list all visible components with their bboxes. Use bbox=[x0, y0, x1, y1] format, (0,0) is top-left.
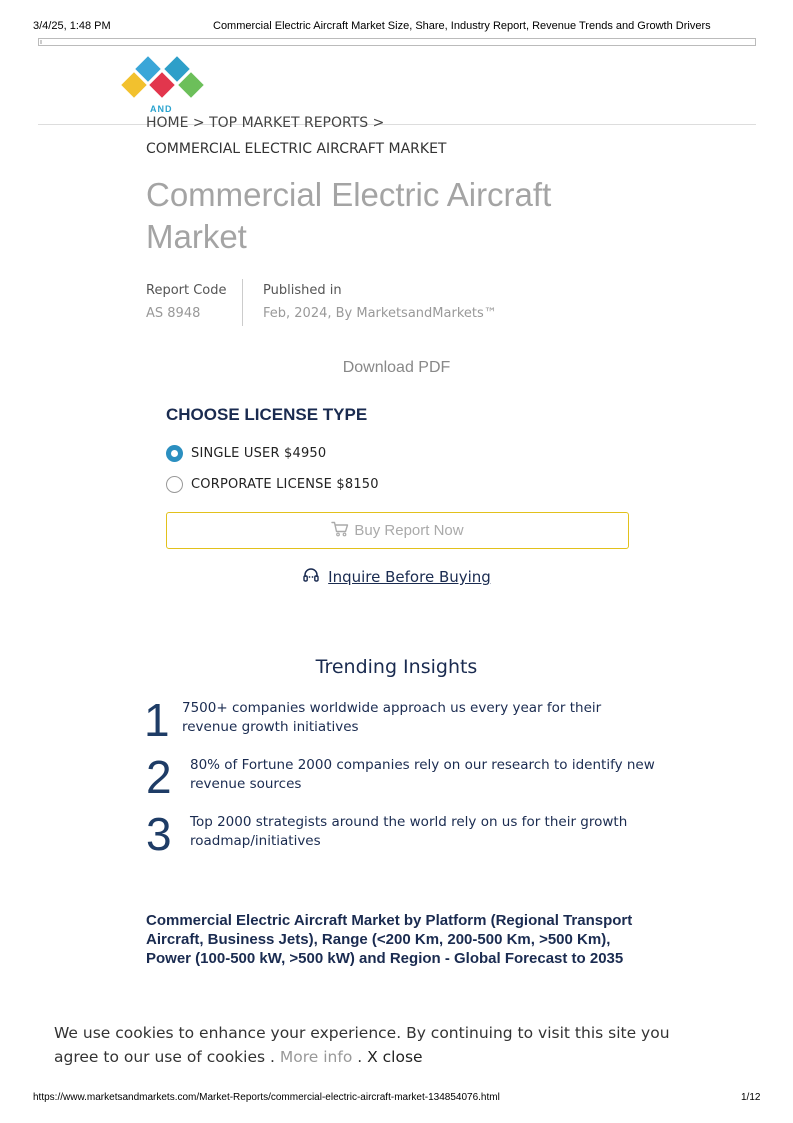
report-code-value: AS 8948 bbox=[146, 306, 201, 321]
insight-text: Top 2000 strategists around the world rely on us for their growth roadmap/initiatives bbox=[190, 814, 628, 849]
report-heading: Commercial Electric Aircraft Market by Platform (Regional Transport Aircraft, Business Jets), Range (<200 Km, 200-500 Km, >500 Km), Power (100-500 kW, >500 kW) and Region - Global Forecast to 2035 bbox=[146, 912, 633, 967]
print-header bbox=[0, 20, 793, 34]
license-option-label: CORPORATE LICENSE $8150 bbox=[191, 476, 379, 492]
cart-icon bbox=[331, 521, 349, 541]
trending-insights-title: Trending Insights bbox=[315, 656, 478, 678]
insight-text: 7500+ companies worldwide approach us every year for their revenue growth initiatives bbox=[182, 700, 602, 735]
cookie-close-button[interactable]: X close bbox=[367, 1048, 423, 1066]
insight-number: 1 bbox=[144, 694, 170, 746]
published-value: Feb, 2024, By MarketsandMarkets™ bbox=[263, 306, 497, 321]
radio-single-user[interactable] bbox=[166, 445, 183, 462]
top-scroll-bar bbox=[38, 38, 756, 46]
report-code-label: Report Code bbox=[146, 283, 227, 298]
license-option-label: SINGLE USER $4950 bbox=[191, 445, 327, 461]
page-title: Commercial Electric Aircraft Market bbox=[146, 176, 552, 255]
print-page-number: 1/12 bbox=[741, 1092, 761, 1103]
site-logo[interactable] bbox=[120, 56, 210, 116]
print-url: https://www.marketsandmarkets.com/Market-Reports/commercial-electric-aircraft-market-134854076.html bbox=[33, 1092, 500, 1103]
cookie-banner bbox=[54, 1021, 694, 1069]
breadcrumb bbox=[146, 115, 546, 132]
license-option-corporate[interactable] bbox=[166, 474, 379, 494]
download-pdf-link[interactable]: Download PDF bbox=[342, 359, 451, 376]
breadcrumb-current: COMMERCIAL ELECTRIC AIRCRAFT MARKET bbox=[146, 141, 447, 157]
inquire-row bbox=[0, 566, 793, 588]
cookie-text: We use cookies to enhance your experience. By continuing to visit this site you agree to our use of cookies . bbox=[54, 1024, 670, 1066]
cookie-more-info-link[interactable]: More info bbox=[279, 1048, 353, 1066]
license-title: CHOOSE LICENSE TYPE bbox=[166, 405, 368, 424]
buy-report-button[interactable] bbox=[166, 512, 629, 549]
print-datetime: 3/4/25, 1:48 PM bbox=[33, 20, 111, 32]
inquire-before-buying-link[interactable]: Inquire Before Buying bbox=[328, 568, 491, 586]
breadcrumb-links[interactable]: HOME > TOP MARKET REPORTS > bbox=[146, 115, 385, 131]
radio-corporate[interactable] bbox=[166, 476, 183, 493]
logo-text: AND bbox=[150, 104, 173, 114]
meta-divider bbox=[242, 279, 243, 326]
insight-text: 80% of Fortune 2000 companies rely on our research to identify new revenue sources bbox=[190, 757, 655, 792]
license-option-single-user[interactable] bbox=[166, 443, 326, 463]
print-doc-title: Commercial Electric Aircraft Market Size, Share, Industry Report, Revenue Trends and Growth Drivers bbox=[213, 20, 711, 32]
insight-number: 3 bbox=[146, 808, 172, 860]
insight-number: 2 bbox=[146, 751, 172, 803]
buy-report-label: Buy Report Now bbox=[354, 522, 464, 539]
cookie-separator: . bbox=[357, 1048, 363, 1066]
headset-icon bbox=[302, 566, 320, 588]
published-label: Published in bbox=[263, 283, 342, 298]
